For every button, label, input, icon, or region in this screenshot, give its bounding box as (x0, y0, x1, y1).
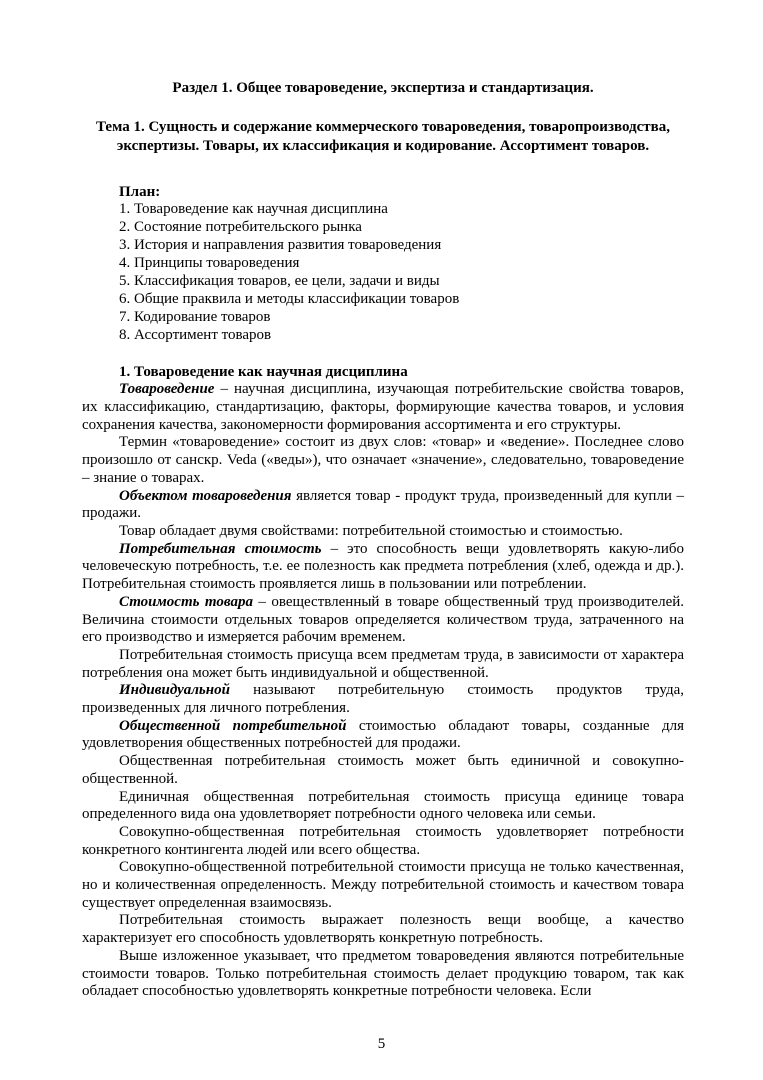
plan-item: 7. Кодирование товаров (119, 308, 271, 325)
paragraph (82, 948, 684, 1001)
paragraph (82, 381, 684, 434)
paragraph (82, 647, 684, 682)
paragraph (82, 718, 684, 753)
paragraph-text: – овеществленный в товаре общественный труд производителей. Величина стоимости отдельных товаров определяется количеством труда, затраченного на его производство и измеряется рабочим временем. (82, 593, 684, 646)
paragraph (82, 523, 684, 541)
plan-item: 4. Принципы товароведения (119, 255, 300, 272)
paragraph-lead-term: Стоимость товара (119, 593, 253, 610)
plan-list (82, 201, 684, 344)
page-number: 5 (377, 1036, 386, 1053)
paragraph-text: Потребительная стоимость присуща всем предметам труда, в зависимости от характера потребления она может быть индивидуальной и общественной. (82, 646, 684, 681)
paragraphs (82, 381, 684, 1001)
plan-item: 5. Классификация товаров, ее цели, задачи и виды (119, 273, 440, 290)
paragraph (82, 434, 684, 487)
paragraph (82, 488, 684, 523)
paragraph-text: Единичная общественная потребительная стоимость присуща единице товара определенного вида она удовлетворяет потребности одного человека или семьи. (82, 788, 684, 823)
plan-item: 3. История и направления развития товароведения (119, 237, 442, 254)
paragraph-lead-term: Индивидуальной (119, 682, 230, 699)
section-title: Раздел 1. Общее товароведение, экспертиза и стандартизация. (172, 80, 594, 96)
paragraph (82, 789, 684, 824)
paragraph (82, 594, 684, 647)
paragraph-text: Термин «товароведение» состоит из двух слов: «товар» и «ведение». Последнее слово произошло от санскр. Veda («веды»), что означает «значение», следовательно, товароведение – знание о товарах. (82, 434, 684, 486)
paragraph-text: Потребительная стоимость выражает полезность вещи вообще, а качество характеризует его способность удовлетворять конкретную потребность. (82, 912, 684, 947)
paragraph (82, 859, 684, 912)
paragraph (82, 753, 684, 788)
plan-item: 2. Состояние потребительского рынка (119, 219, 362, 236)
paragraph (82, 541, 684, 594)
plan-item: 8. Ассортимент товаров (119, 326, 272, 343)
paragraph-text: – научная дисциплина, изучающая потребительские свойства товаров, их классификацию, стандартизацию, факторы, формирующие качества товаров, и условия сохранения качества, закономерности формирования ассортимента и его структуры. (82, 381, 684, 433)
paragraph (82, 682, 684, 717)
topic-title: Тема 1. Сущность и содержание коммерческого товароведения, товаропроизводства, экспертизы. Товары, их классификация и кодирование. Ассортимент товаров. (95, 118, 670, 155)
paragraph (82, 824, 684, 859)
paragraph-text: Общественная потребительная стоимость может быть единичной и совокупно-общественной. (82, 753, 684, 787)
paragraph (82, 912, 684, 947)
paragraph-text: называют потребительную стоимость продуктов труда, произведенных для личного потребления. (82, 682, 684, 717)
paragraph-text: стоимостью обладают товары, созданные для удовлетворения общественных потребностей для продажи. (82, 717, 685, 752)
paragraph-text: Совокупно-общественная потребительная стоимость удовлетворяет потребности конкретного контингента людей или всего общества. (82, 823, 684, 858)
paragraph-lead-term: Общественной потребительной (119, 717, 347, 734)
paragraph-lead-term: Товароведение (119, 381, 215, 398)
paragraph-lead-term: Объектом товароведения (119, 487, 292, 504)
plan-label: План: (119, 183, 161, 200)
paragraph-lead-term: Потребительная стоимость (119, 540, 322, 557)
paragraph-text: Выше изложенное указывает, что предметом товароведения являются потребительные стоимости товаров. Только потребительная стоимость делает продукцию товаром, так как обладает способностью удовлетворять конкретные потребности человека. Если (82, 947, 684, 1000)
paragraph-text: Товар обладает двумя свойствами: потребительной стоимостью и стоимостью. (119, 522, 623, 539)
paragraph-text: является товар - продукт труда, произведенный для купли – продажи. (82, 487, 685, 522)
paragraph-text: Совокупно-общественной потребительной стоимости присуща не только качественная, но и количественная определенность. Между потребительной стоимость и качеством товара существует определенная взаимосвязь. (82, 859, 684, 911)
plan-item: 1. Товароведение как научная дисциплина (119, 201, 388, 218)
paragraph-text: – это способность вещи удовлетворять какую-либо человеческую потребность, т.е. ее полезность как предмета потребления (хлеб, одежда и др.). Потребительная стоимость проявляется лишь в пользовании или потреблении. (82, 540, 684, 593)
document-content (82, 80, 684, 1001)
section-heading: 1. Товароведение как научная дисциплина (119, 363, 408, 380)
plan-item: 6. Общие праквила и методы классификации товаров (119, 290, 460, 307)
